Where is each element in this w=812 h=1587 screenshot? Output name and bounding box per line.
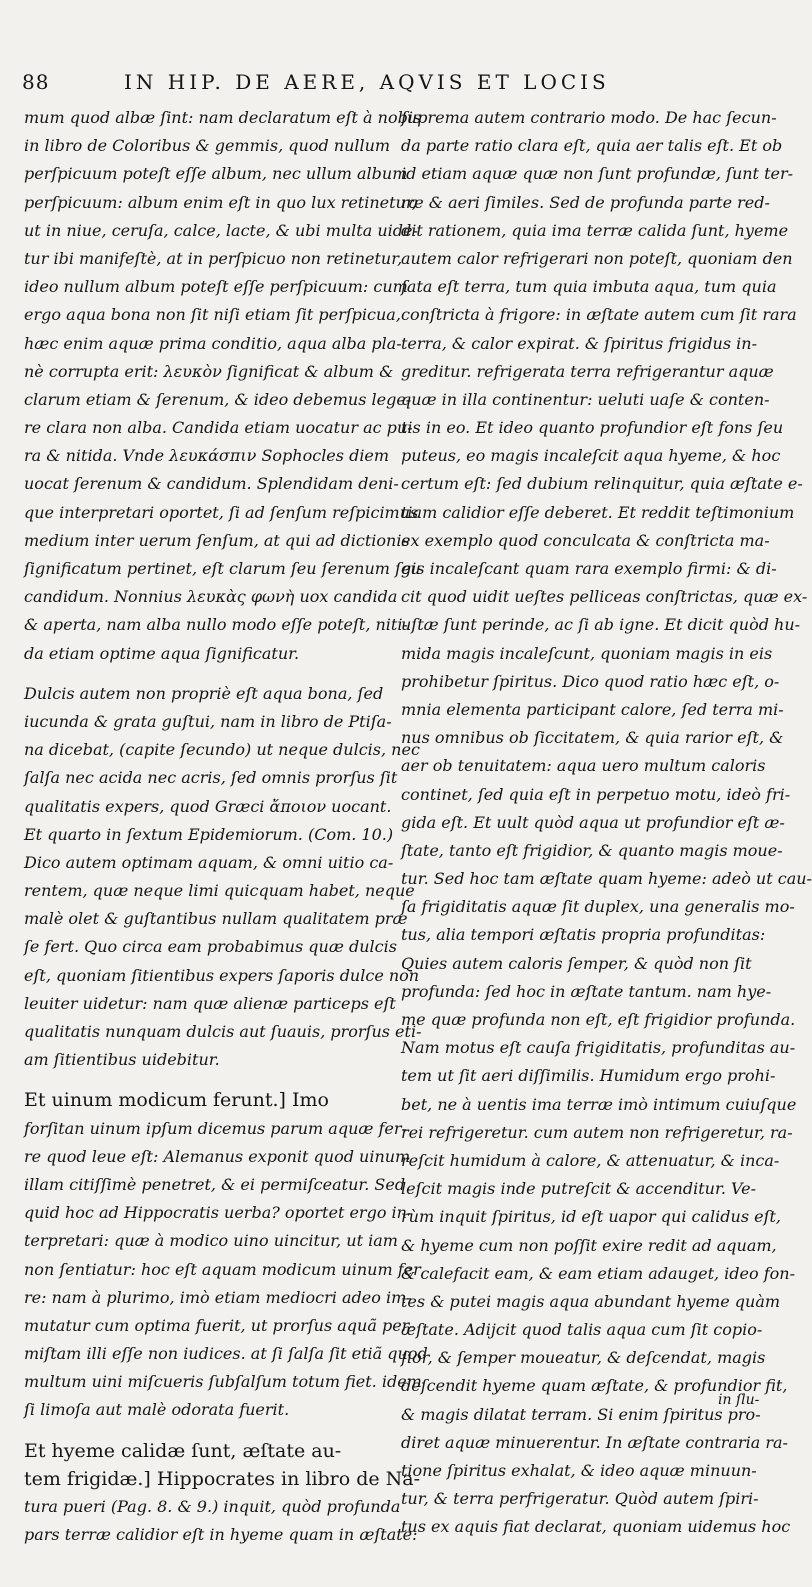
text-line: leſcit magis inde putreſcit & accenditur. Ve- [401, 1179, 756, 1199]
text-line: & calefacit eam, & eam etiam adauget, ideo fon- [401, 1263, 795, 1283]
page-number: 88 [22, 70, 50, 94]
text-line: ſa frigiditatis aquæ ſit duplex, una generalis mo- [401, 897, 795, 917]
text-line: na dicebat, (capite ſecundo) ut neque dulcis, nec [24, 740, 420, 760]
text-line: tur, & terra perfrigeratur. Quòd autem ſpiri- [401, 1489, 759, 1509]
text-line: & hyeme cum non poſſit exire redit ad aquam, [401, 1235, 777, 1255]
text-line: greditur. refrigerata terra refrigerantur aquæ [401, 361, 774, 381]
text-line: Et uinum modicum ferunt.] Imo [24, 1089, 329, 1112]
text-line: medium inter uerum ſenſum, at qui ad dictionis [24, 530, 410, 550]
text-line: quid hoc ad Hippocratis uerba? oportet ergo in- [24, 1203, 413, 1223]
text-line: rei refrigeretur. cum autem non refrigeretur, ra- [401, 1122, 793, 1142]
text-line: Quies autem caloris ſemper, & quòd non ſit [401, 953, 752, 973]
text-line: leuiter uidetur: nam quæ alienæ particeps eſt [24, 993, 396, 1013]
text-line: conſtricta à frigore: in æſtate autem cum ſit rara [401, 305, 797, 325]
text-line: ra & nitida. Vnde λευκάσπιν Sophocles diem [24, 446, 390, 466]
text-line: mutatur cum optima fuerit, ut prorſus aquã per- [24, 1315, 415, 1335]
text-line: & aperta, nam alba nullo modo eſſe poteſt, niti- [24, 615, 408, 635]
text-line: tem ut ſit aeri diſſimilis. Humidum ergo prohi- [401, 1066, 776, 1086]
text-line: iucunda & grata guſtui, nam in libro de Ptiſa- [24, 711, 392, 731]
text-line: hæc enim aquæ prima conditio, aqua alba pla- [24, 333, 402, 353]
text-line: nè corrupta erit: λευκὸν ſignificat & album & [24, 361, 394, 381]
text-line: me quæ profunda non eſt, eſt frigidior profunda. [401, 1010, 796, 1029]
text-line: ergo aqua bona non ſit niſi etiam ſit perſpicua, [24, 305, 401, 325]
text-line: tur ibi manifeſtè, at in perſpicuo non retinetur, [24, 248, 403, 268]
text-line: ex exemplo quod conculcata & conſtricta ma- [401, 530, 770, 550]
text-line: perſpicuum: album enim eſt in quo lux retinetur, [24, 192, 417, 212]
text-line: re clara non alba. Candida etiam uocatur ac pu- [24, 418, 413, 438]
text-line: tem frigidæ.] Hippocrates in libro de Na- [24, 1467, 421, 1490]
text-line: forſitan uinum ipſum dicemus parum aquæ fer- [24, 1118, 407, 1138]
text-line: tura pueri (Pag. 8. & 9.) inquit, quòd profunda [24, 1497, 401, 1516]
text-line: da parte ratio clara eſt, quia aer talis eſt. Et ob [401, 136, 783, 156]
text-line: tione ſpiritus exhalat, & ideo aquæ minuun- [401, 1461, 757, 1480]
text-line: que interpretari oportet, ſi ad ſenſum reſpicimus [24, 502, 419, 522]
text-line: bet, ne à uentis ima terræ imò intimum cuiuſque [401, 1094, 797, 1114]
text-line: gis incaleſcant quam rara exemplo firmi: & di- [401, 559, 777, 578]
text-line: tus, alia tempori æſtatis propria profunditas: [401, 925, 766, 945]
text-line: tus ex aquis fiat declarat, quoniam uidemus hoc [401, 1517, 791, 1537]
text-line: nus omnibus ob ſiccitatem, & quia rarior eſt, & [401, 728, 784, 748]
text-line: dit rationem, quia ima terræ calida ſunt, hyeme [401, 220, 789, 240]
text-line: æſtate. Adijcit quod talis aqua cum ſit copio- [401, 1320, 763, 1340]
text-line: continet, ſed quia eſt in perpetuo motu, ideò fri- [401, 784, 791, 804]
text-line: Nam motus eſt cauſa frigiditatis, profunditas au- [401, 1038, 796, 1058]
text-line: eſt, quoniam ſitientibus expers ſaporis dulce non [24, 965, 420, 985]
text-line: in libro de Coloribus & gemmis, quod nullum [24, 136, 391, 156]
text-line: reſcit humidum à calore, & attenuatur, & inca- [401, 1150, 780, 1170]
paragraph-gap [24, 1074, 380, 1086]
text-line: mida magis incaleſcunt, quoniam magis in eis [401, 643, 773, 663]
text-line: am ſitientibus uidebitur. [24, 1050, 220, 1070]
page-header [22, 70, 662, 100]
text-line: rentem, quæ neque limi quicquam habet, neque [24, 881, 415, 901]
text-line: Et hyeme calidæ ſunt, æſtate au- [24, 1439, 342, 1462]
text-line: rùm inquit ſpiritus, id eſt uapor qui calidus eſt, [401, 1207, 782, 1227]
text-line: diret aquæ minuerentur. In æſtate contraria ra- [401, 1432, 788, 1452]
text-line: profunda: ſed hoc in æſtate tantum. nam hye- [401, 981, 772, 1001]
text-line: ideo nullum album poteſt eſſe perſpicuum: cum [24, 277, 408, 297]
text-line: ſi limoſa aut malè odorata fuerit. [24, 1400, 290, 1420]
text-line: ſignificatum pertinet, eſt clarum ſeu ſerenum ſeu [24, 559, 421, 578]
text-line: ſata eſt terra, tum quia imbuta aqua, tum quia [401, 277, 777, 297]
text-line: qualitatis nunquam dulcis aut ſuauis, prorſus eti- [24, 1022, 422, 1041]
text-line: mnia elementa participant calore, ſed terra mi- [401, 699, 784, 719]
text-line: uſtæ ſunt perinde, ac ſi ab igne. Et dicit quòd hu- [401, 615, 801, 635]
text-line: aer ob tenuitatem: aqua uero multum caloris [401, 756, 766, 776]
text-line: clarum etiam & ſerenum, & ideo debemus lege- [24, 389, 412, 409]
text-line: perſpicuum poteſt eſſe album, nec ullum album [24, 164, 408, 184]
text-line: tur. Sed hoc tam æſtate quam hyeme: adeò ut cau- [401, 869, 812, 889]
text-line: malè olet & guſtantibus nullam qualitatem præ [24, 909, 408, 929]
text-line: Et quarto in ſextum Epidemiorum. (Com. 10.) [24, 824, 394, 844]
text-line: illam citiſſimè penetret, & ei permiſceatur. Sed [24, 1174, 406, 1194]
text-line: ut in niue, ceruſa, calce, lacte, & ubi multa uide- [24, 220, 418, 240]
text-line: tes & putei magis aqua abundant hyeme quàm [401, 1291, 781, 1311]
text-line: ræ & aeri ſimiles. Sed de profunda parte red- [401, 192, 770, 212]
text-line: Dulcis autem non propriè eſt aqua bona, ſed [24, 683, 384, 703]
text-line: candidum. Nonnius λευκὰς φωνὴ uox candida [24, 587, 398, 607]
left-column [24, 104, 428, 1549]
text-line: puteus, eo magis incaleſcit aqua hyeme, & hoc [401, 446, 781, 466]
text-line: quæ in illa continentur: ueluti uaſe & conten- [401, 389, 770, 409]
text-line: non ſentiatur: hoc eſt aquam modicum uinum fer [24, 1259, 421, 1279]
running-title: IN HIP. DE AERE, AQVIS ET LOCIS [124, 70, 610, 94]
text-line: miſtam illi eſſe non iudices. at ſi ſalſa ſit etiã quod [24, 1344, 428, 1364]
text-line: Dico autem optimam aquam, & omni uitio ca- [24, 852, 394, 872]
text-line: certum eſt: ſed dubium relinquitur, quia æſtate e- [401, 474, 803, 494]
text-line: da etiam optime aqua ſignificatur. [24, 643, 300, 663]
text-line: re quod leue eſt: Alemanus exponit quod uinum [24, 1146, 411, 1166]
text-line: id etiam aquæ quæ non ſunt profundæ, ſunt ter- [401, 164, 794, 184]
catchword: in ſlu- [718, 1392, 760, 1408]
text-line: ſtate, tanto eſt frigidior, & quanto magis moue- [401, 840, 783, 860]
paragraph-gap [24, 668, 380, 680]
text-line: re: nam à plurimo, imò etiam mediocri adeo im- [24, 1287, 412, 1307]
text-line: ſalſa nec acida nec acris, ſed omnis prorſus ſit [24, 768, 398, 788]
text-line: uocat ſerenum & candidum. Splendidam deni- [24, 474, 399, 494]
text-line: prohibetur ſpiritus. Dico quod ratio hæc eſt, o- [401, 671, 780, 691]
text-line: terpretari: quæ à modico uino uincitur, ut iam [24, 1231, 398, 1251]
text-line: gida eſt. Et uult quòd aqua ut profundior eſt æ- [401, 812, 785, 832]
text-line: mum quod albæ ſint: nam declaratum eſt à nobis [24, 108, 422, 127]
text-line: cit quod uidit ueſtes pelliceas conſtrictas, quæ ex- [401, 587, 808, 607]
text-line: multum uini miſcueris ſubſalſum totum fiet. idem [24, 1372, 422, 1392]
text-line: tis in eo. Et ideo quanto profundior eſt fons ſeu [401, 418, 784, 438]
text-line: deſcendit hyeme quam æſtate, & profundior fit, [401, 1376, 788, 1396]
text-line: ſior, & ſemper moueatur, & deſcendat, magis [401, 1348, 766, 1368]
text-line: autem calor refrigerari non poteſt, quoniam den [401, 248, 793, 268]
right-column [401, 104, 812, 1542]
text-line: qualitatis expers, quod Græci ἄποιον uocant. [24, 796, 392, 816]
text-line: pars terræ calidior eſt in hyeme quam in æſtate: [24, 1525, 418, 1545]
text-line: tiam calidior eſſe deberet. Et reddit teſtimonium [401, 502, 795, 522]
text-line: & magis dilatat terram. Si enim ſpiritus pro- [401, 1404, 761, 1424]
text-line: ſuprema autem contrario modo. De hac ſecun- [401, 108, 777, 127]
text-line: ſe fert. Quo circa eam probabimus quæ dulcis [24, 937, 397, 957]
paragraph-gap [24, 1425, 380, 1437]
text-line: terra, & calor expirat. & ſpiritus frigidus in- [401, 333, 757, 353]
